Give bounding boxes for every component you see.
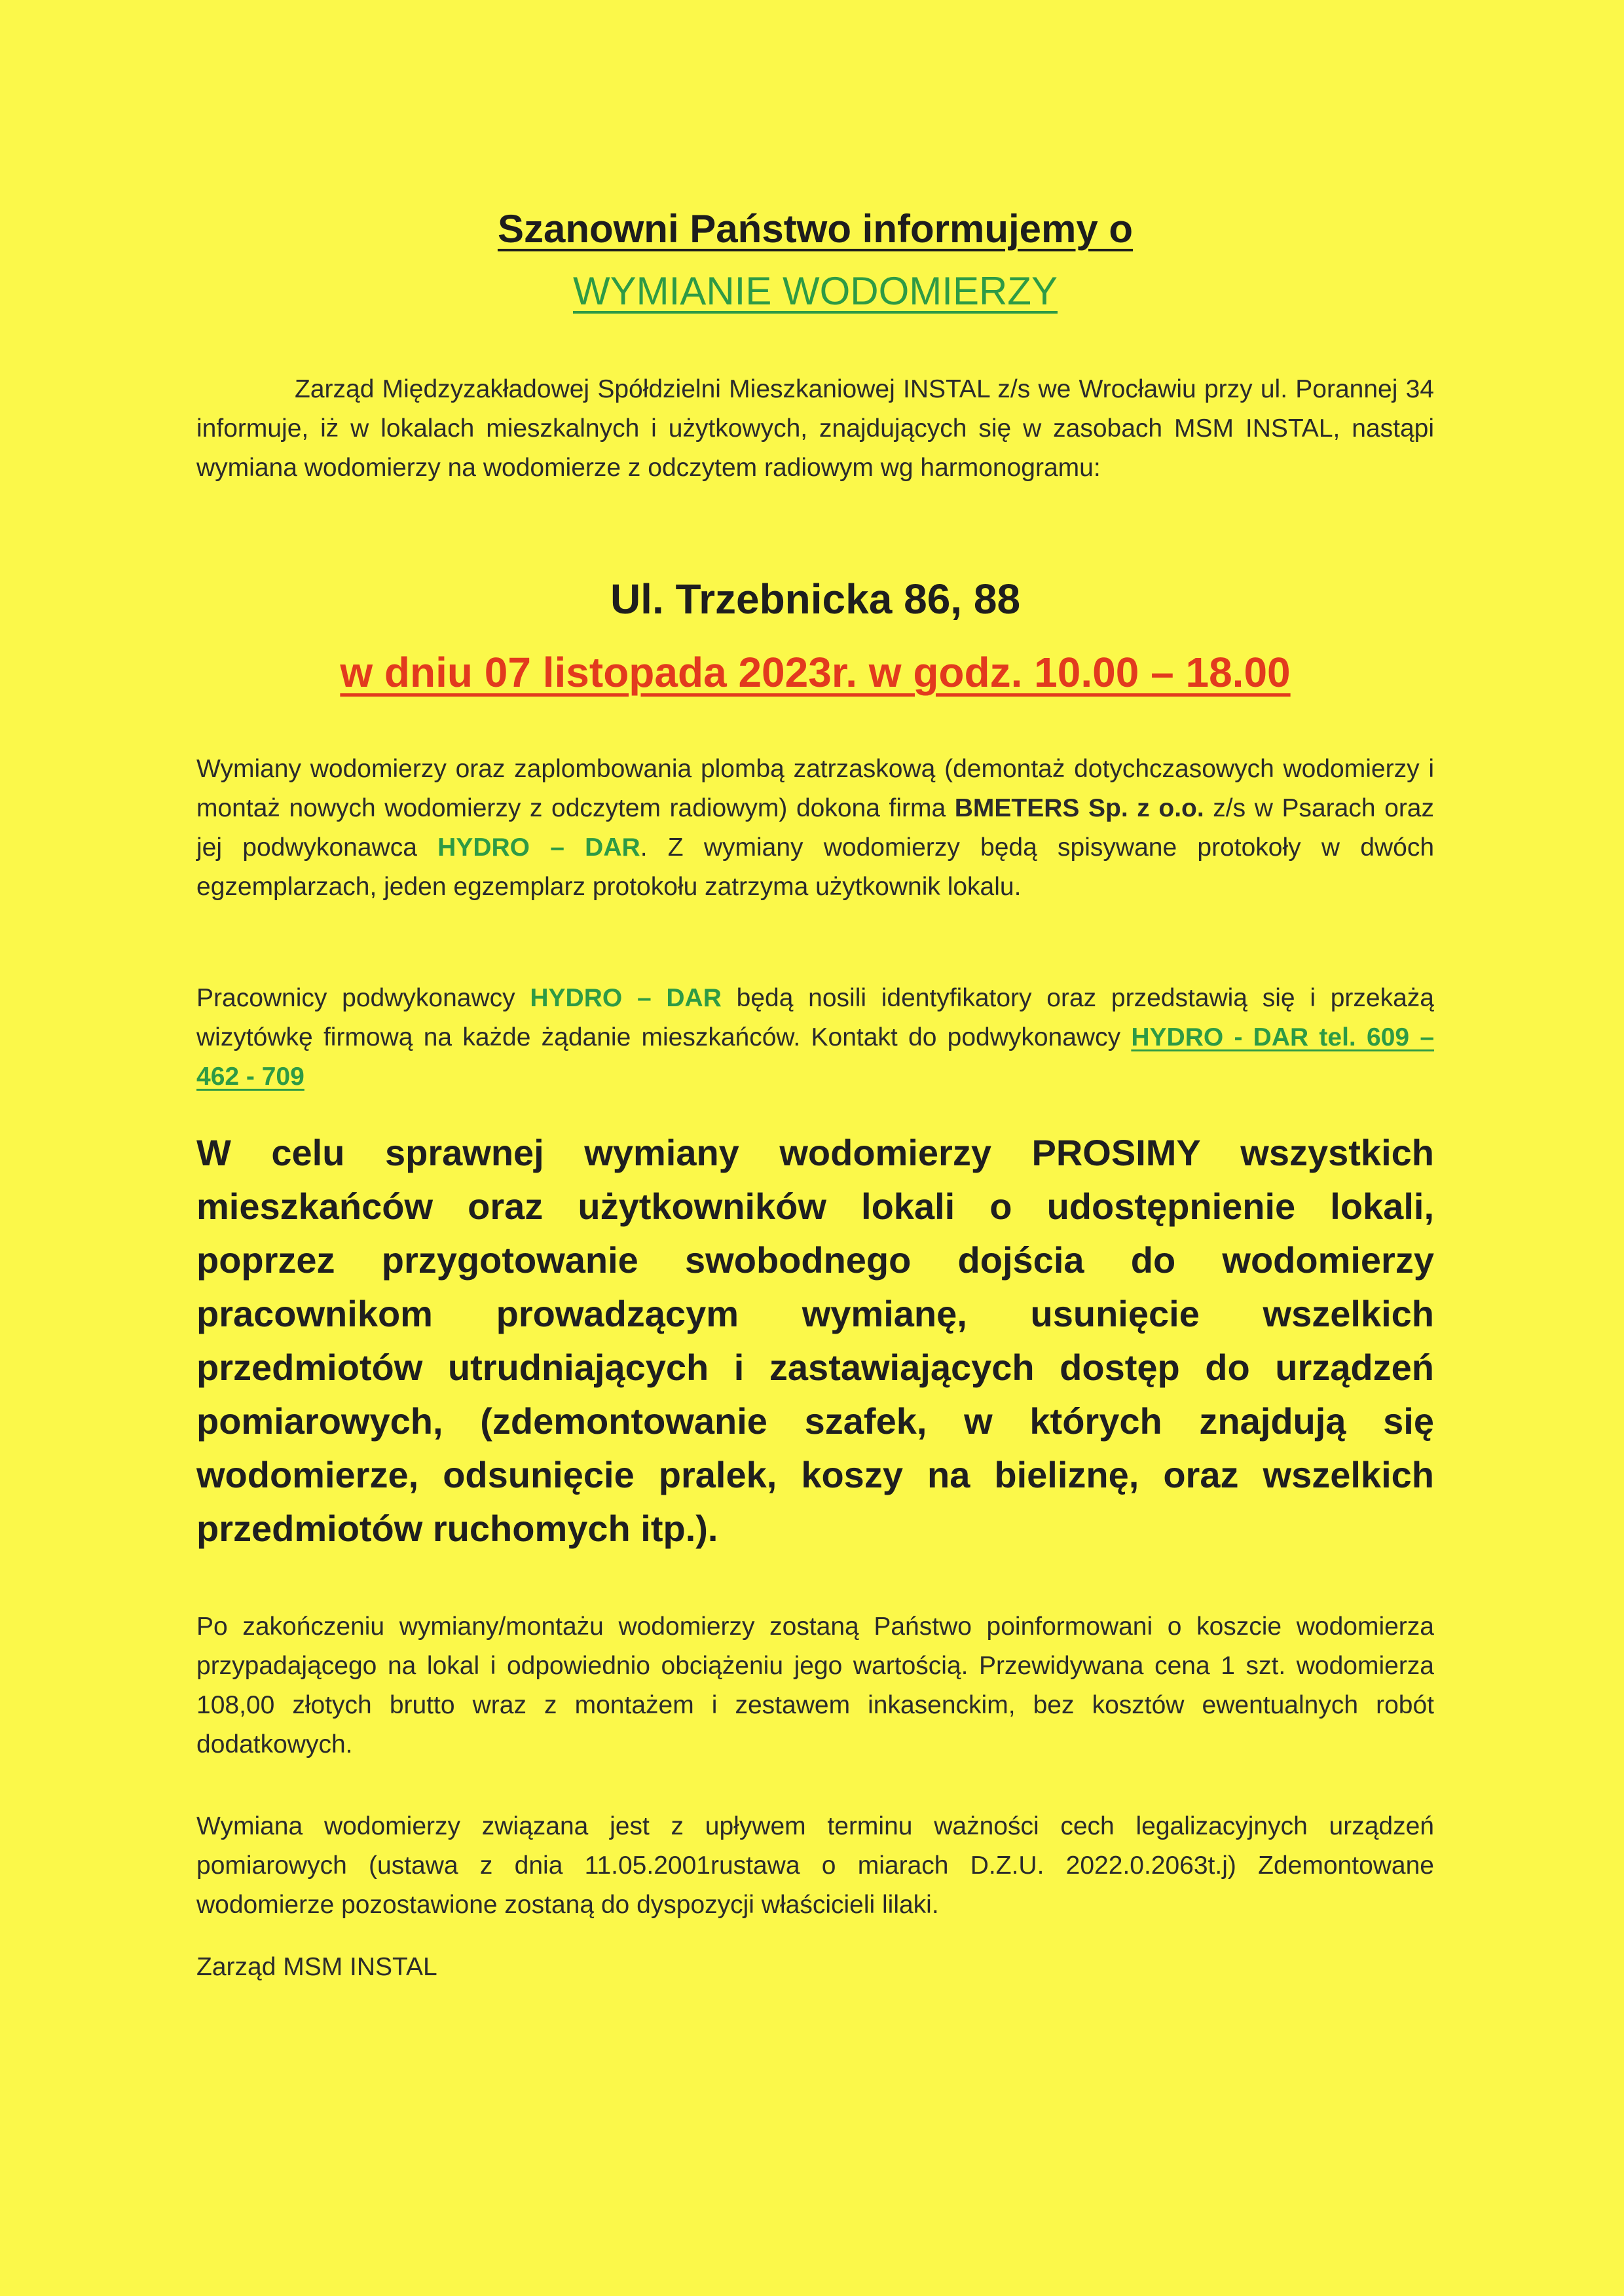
- company-name: BMETERS Sp. z o.o.: [954, 794, 1204, 822]
- contractor-text-2: z/s w Psarach oraz jej podwykonawca: [196, 794, 1434, 862]
- contact-phone: HYDRO - DAR tel. 609 – 462 - 709: [196, 1023, 1435, 1091]
- legal-paragraph: Wymiana wodomierzy związana jest z upływem terminu ważności cech legalizacyjnych urządzeń pomiarowych (ustawa z dnia 11.05.2001rustawa o miarach D.Z.U. 2022.0.2063t.j) Zdemontowane wodomierze pozostawione zostaną do dyspozycji właścicieli lilaki.: [196, 1812, 1434, 1919]
- signature: Zarząd MSM INSTAL: [196, 1953, 437, 1981]
- contractor-paragraph: [196, 750, 1434, 907]
- workers-text-2: będą nosili identyfikatory oraz przedstawią się i przekażą wizytówkę firmową na każde żądanie mieszkańców. Kontakt do podwykonawcy: [196, 984, 1434, 1051]
- heading-greeting-text: Szanowni Państwo informujemy o: [497, 207, 1134, 251]
- cost-paragraph: Po zakończeniu wymiany/montażu wodomierzy zostaną Państwo poinformowani o koszcie wodomierza przypadającego na lokal i odpowiednio obciążeniu jego wartością. Przewidywana cena 1 szt. wodomierza 108,00 złotych brutto wraz z montażem i zestawem inkasenckim, bez kosztów ewentualnych robót dodatkowych.: [196, 1613, 1434, 1758]
- contractor-text-1: Wymiany wodomierzy oraz zaplombowania plombą zatrzaskową (demontaż dotychczasowych wodomierzy i montaż nowych wodomierzy z odczytem radiowym) dokona firma: [196, 755, 1434, 822]
- heading-title: [196, 265, 1434, 318]
- schedule-address: Ul. Trzebnicka 86, 88: [610, 575, 1021, 623]
- schedule-date: [196, 643, 1434, 702]
- request-paragraph: W celu sprawnej wymiany wodomierzy PROSIMY wszystkich mieszkańców oraz użytkowników lokali o udostępnienie lokali, poprzez przygotowanie swobodnego dojścia do wodomierzy pracownikom prowadzącym wymianę, usunięcie wszelkich przedmiotów utrudniających i zastawiających dostęp do urządzeń pomiarowych, (zdemontowanie szafek, w których znajdują się wodomierze, odsunięcie pralek, koszy na bieliznę, oraz wszelkich przedmiotów ruchomych itp.).: [196, 1132, 1434, 1549]
- heading-greeting: [196, 203, 1434, 255]
- workers-paragraph: [196, 979, 1434, 1097]
- workers-text-1: Pracownicy podwykonawcy: [196, 984, 515, 1012]
- contractor-text-3: . Z wymiany wodomierzy będą spisywane protokoły w dwóch egzemplarzach, jeden egzemplarz protokołu zatrzyma użytkownik lokalu.: [196, 833, 1435, 901]
- schedule-date-text: w dniu 07 listopada 2023r. w godz. 10.00 – 18.00: [340, 649, 1291, 696]
- workers-subcontractor-name: HYDRO – DAR: [530, 984, 722, 1012]
- intro-paragraph: Zarząd Międzyzakładowej Spółdzielni Mieszkaniowej INSTAL z/s we Wrocławiu przy ul. Porannej 34 informuje, iż w lokalach mieszkalnych i użytkowych, znajdujących się w zasobach MSM INSTAL, nastąpi wymiana wodomierzy na wodomierze z odczytem radiowym wg harmonogramu:: [196, 375, 1434, 482]
- heading-title-text: WYMIANIE WODOMIERZY: [573, 269, 1058, 313]
- subcontractor-name: HYDRO – DAR: [437, 833, 640, 862]
